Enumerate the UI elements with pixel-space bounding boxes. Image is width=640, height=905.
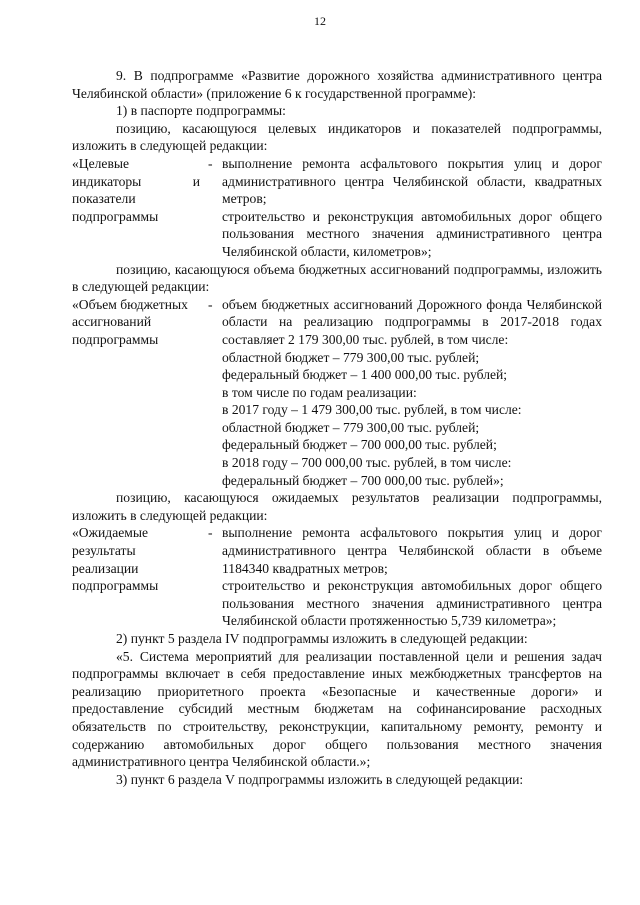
dash: - xyxy=(208,155,213,171)
indicators-instruction: позицию, касающуюся целевых индикаторов и показателей подпрограммы, изложить в следующей редакции: xyxy=(72,120,602,154)
item-2-heading: 2) пункт 5 раздела IV подпрограммы изложить в следующей редакции: xyxy=(116,631,528,646)
indicators-table xyxy=(72,155,602,261)
results-instruction: позицию, касающуюся ожидаемых результатов реализации подпрограммы, изложить в следующей редакции: xyxy=(72,490,602,523)
budget-value: в том числе по годам реализации: xyxy=(222,384,417,400)
budget-label-line: подпрограммы xyxy=(72,331,159,347)
indicators-label-line: подпрограммы xyxy=(72,208,159,224)
indicators-label-line: и xyxy=(192,173,200,189)
indicators-label-line: индикаторы xyxy=(72,173,142,189)
indicator-value: строительство и реконструкция автомобильных дорог общего пользования местного значения административного центра Челябинской области, километров»; xyxy=(222,208,602,259)
page-number: 12 xyxy=(314,14,326,28)
results-label-line: реализации xyxy=(72,560,139,576)
budget-table xyxy=(72,296,602,490)
budget-value: областной бюджет – 779 300,00 тыс. рублей; xyxy=(222,349,480,365)
results-label-line: «Ожидаемые xyxy=(72,525,149,541)
results-label-line: результаты xyxy=(72,543,136,559)
indicators-values xyxy=(222,155,602,261)
budget-value: федеральный бюджет – 1 400 000,00 тыс. рублей; xyxy=(222,367,508,383)
budget-label-line: «Объем бюджетных xyxy=(72,296,188,312)
result-value: строительство и реконструкция автомобильных дорог общего пользования местного значения административного центра Челябинской области протяженностью 5,739 километра»; xyxy=(222,578,602,629)
budget-value: областной бюджет – 779 300,00 тыс. рублей; xyxy=(222,419,480,435)
budget-value: в 2017 году – 1 479 300,00 тыс. рублей, в том числе: xyxy=(222,402,522,418)
results-label xyxy=(72,524,208,630)
budget-value: в 2018 году – 700 000,00 тыс. рублей, в том числе: xyxy=(222,455,512,471)
budget-value: федеральный бюджет – 700 000,00 тыс. рублей; xyxy=(222,437,497,453)
budget-value: объем бюджетных ассигнований Дорожного фонда Челябинской области на реализацию подпрограммы в 2017-2018 годах составляет 2 179 300,00 тыс. рублей, в том числе: xyxy=(222,296,602,347)
item-3-heading: 3) пункт 6 раздела V подпрограммы изложить в следующей редакции: xyxy=(116,771,524,787)
dash: - xyxy=(208,525,213,541)
passport-item: 1) в паспорте подпрограммы: xyxy=(116,103,286,119)
dash: - xyxy=(208,296,213,312)
budget-value: федеральный бюджет – 700 000,00 тыс. рублей»; xyxy=(222,472,504,488)
indicator-value: выполнение ремонта асфальтового покрытия улиц и дорог административного центра Челябинской области, квадратных метров; xyxy=(222,155,602,207)
intro-paragraph: 9. В подпрограмме «Развитие дорожного хозяйства административного центра Челябинской области» (приложение 6 к государственной программе): xyxy=(72,68,602,101)
results-table xyxy=(72,524,602,630)
results-label-line: подпрограммы xyxy=(72,578,159,594)
item-2-text: «5. Система мероприятий для реализации поставленной цели и решения задач подпрограммы включает в себя предоставление иных межбюджетных трансфертов на реализацию приоритетного проекта «Безопасные и качественные дороги» и предоставление субсидий местным бюджетам на софинансирование расходных обязательств по строительству, реконструкции, капитальному ремонту, ремонту и содержанию автомобильных дорог общего пользования местного значения административного центра Челябинской области.»; xyxy=(72,648,602,770)
budget-label xyxy=(72,296,208,490)
results-values xyxy=(222,524,602,630)
budget-values xyxy=(222,296,602,490)
indicators-label-line: показатели xyxy=(72,191,136,207)
budget-instruction: позицию, касающуюся объема бюджетных ассигнований подпрограммы, изложить в следующей редакции: xyxy=(72,261,602,295)
budget-label-line: ассигнований xyxy=(72,314,152,330)
result-value: выполнение ремонта асфальтового покрытия улиц и дорог административного центра Челябинской области в объеме 1184340 квадратных метров; xyxy=(222,525,602,576)
document-body xyxy=(72,67,602,788)
indicators-label xyxy=(72,155,208,261)
indicators-label-line: «Целевые xyxy=(72,155,130,171)
